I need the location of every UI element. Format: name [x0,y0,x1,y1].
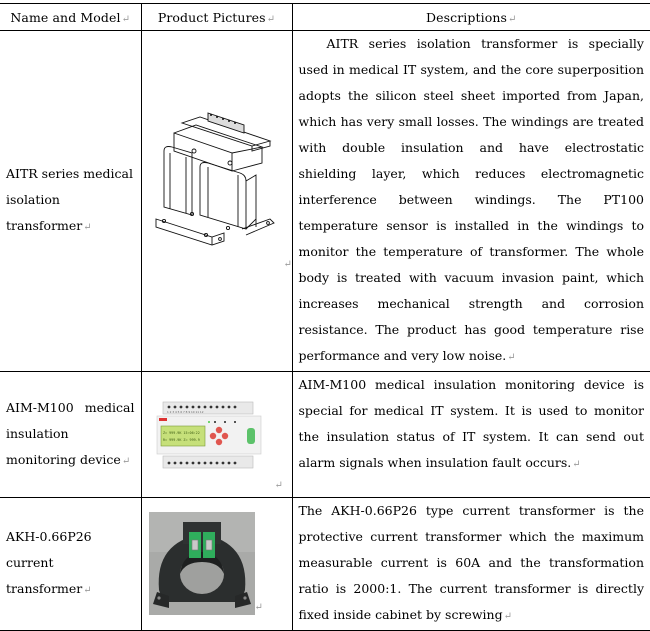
header-name-model: Name and Model↵ [0,4,141,31]
product-name: AITR series medical isolation transformer↵ [0,31,141,372]
product-description: The AKH-0.66P26 type current transformer is the protective current transformer which the maximum measurable current is 60A and the transformation ratio is 2000:1. The current transformer is directly fixed inside cabinet by screwing↵ [292,498,650,631]
table-row [0,31,650,372]
product-picture-cell [141,498,292,631]
svg-text:Z= 999.9K 15:06:22: Z= 999.9K 15:06:22 [162,431,200,435]
paragraph-mark: ↵ [254,602,263,613]
product-picture-cell [141,372,292,498]
table-row [0,372,650,498]
isolation-transformer-image [152,101,277,255]
header-product-pictures: Product Pictures↵ [141,4,292,31]
paragraph-mark: ↵ [283,259,292,270]
product-name: AKH-0.66P26 current transformer↵ [0,498,141,631]
monitoring-device-image [155,400,263,476]
paragraph-mark: ↵ [274,480,283,491]
table-row [0,498,650,631]
header-descriptions: Descriptions↵ [292,4,650,31]
product-name: AIM-M100 medical insulation monitoring device↵ [0,372,141,498]
header-row [0,4,650,31]
svg-text:1 2 3 4 5 6 7 8 9 10 11 12: 1 2 3 4 5 6 7 8 9 10 11 12 [166,410,203,414]
product-table [0,3,650,631]
current-transformer-image [149,512,255,619]
product-description: AIM-M100 medical insulation monitoring device is special for medical IT system. It is used to monitor the insulation status of IT system. It can send out alarm signals when insulation fault occurs.↵ [292,372,650,498]
product-picture-cell [141,31,292,372]
product-description: AITR series isolation transformer is specially used in medical IT system, and the core superposition adopts the silicon steel sheet imported from Japan, which has very small losses. The windings are treated with double insulation and have electrostatic shielding layer, which reduces electromagnetic interference between windings. The PT100 temperature sensor is installed in the windings to monitor the temperature of transformer. The whole body is treated with vacuum invasion paint, which increases mechanical strength and corrosion resistance. The product has good temperature rise performance and very low noise.↵ [292,31,650,372]
svg-text:R= 999.9K Z= 999.9: R= 999.9K Z= 999.9 [162,438,200,442]
